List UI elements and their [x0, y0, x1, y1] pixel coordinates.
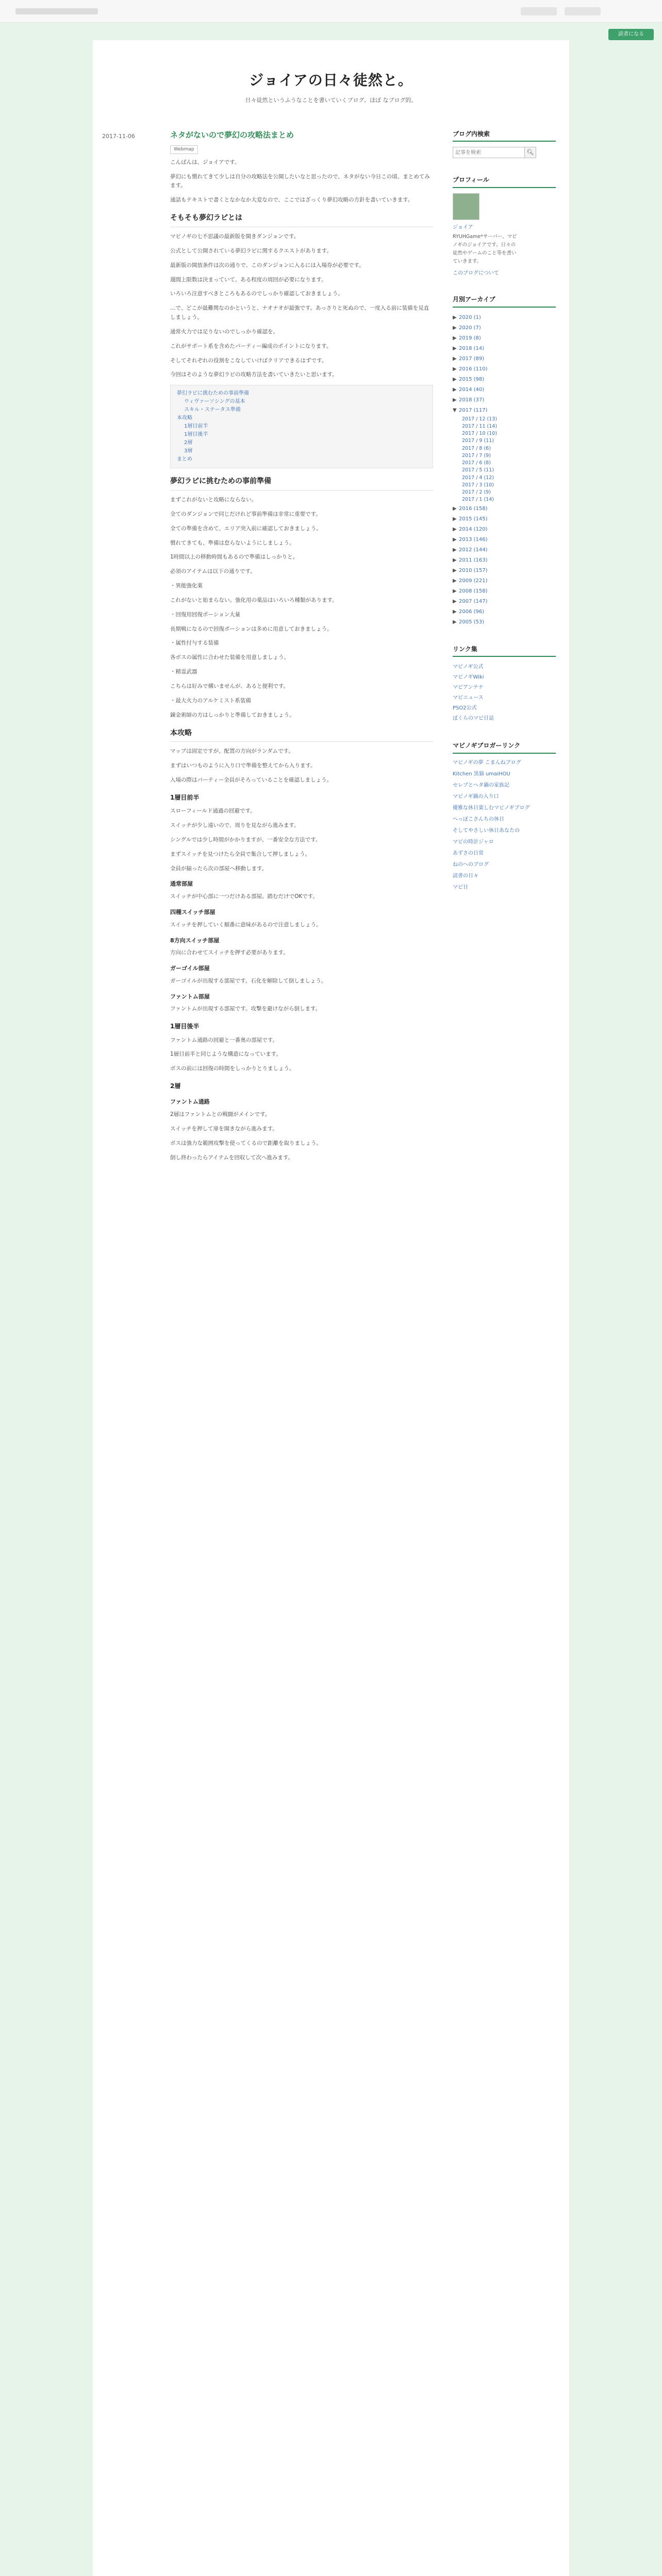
triangle-right-icon[interactable]: ▶ [453, 397, 457, 403]
room-heading: 四種スイッチ部屋 [170, 909, 216, 916]
blogger-link[interactable]: マビノギ鍋の入り口 [453, 793, 499, 800]
entry-body [170, 129, 433, 2576]
archive-month[interactable]: 2017 / 7 (9) [462, 452, 491, 459]
triangle-right-icon[interactable]: ▶ [453, 516, 457, 522]
paragraph: 公式として公開されている夢幻ラピに関するクエストがあります。 [170, 247, 332, 254]
paragraph: 入場の際はパーティー全員がそろっていることを確認しましょう。 [170, 777, 333, 784]
paragraph: 1時間以上の移動時間もあるので準備はしっかりと。 [170, 554, 299, 561]
links-heading: リンク集 [453, 644, 556, 657]
archive-year[interactable] [453, 344, 556, 354]
triangle-right-icon[interactable]: ▶ [453, 526, 457, 532]
paragraph: 方向に合わせてスイッチを押す必要があります。 [170, 950, 289, 956]
site-header [93, 40, 569, 128]
archive-year-label[interactable]: 2017 (89) [459, 355, 485, 362]
archive-month[interactable]: 2017 / 10 (10) [462, 431, 498, 437]
sidebar-link[interactable]: マビニュース [453, 695, 484, 701]
archive-year-label[interactable]: 2014 (40) [459, 386, 485, 393]
archive-year-label[interactable]: 2020 (1) [459, 314, 481, 320]
paragraph: いろいろ注意すべきところもあるのでしっかり確認しておきましょう。 [170, 291, 343, 297]
section-heading: 夢幻ラピに挑むための事前準備 [170, 476, 433, 490]
archive-year-label[interactable]: 2016 (110) [459, 366, 488, 372]
list-line: ・最大火力のアルケミスト系装備 [170, 697, 251, 704]
search-icon[interactable]: 🔍︎ [525, 147, 536, 158]
fav-heading: マビノギブロガーリンク [453, 740, 556, 753]
table-of-contents [170, 385, 433, 468]
toc-link[interactable]: スキル・ステータス準備 [184, 407, 241, 413]
archive-year[interactable] [453, 514, 556, 524]
archive-month[interactable]: 2017 / 1 (14) [462, 497, 494, 503]
top-bar [0, 0, 662, 37]
paragraph: そしてそれぞれの役割をこなしていけばクリアできるはずです。 [170, 357, 327, 364]
archive-year[interactable] [453, 597, 556, 607]
triangle-right-icon[interactable]: ▶ [453, 547, 457, 553]
archive-year-label[interactable]: 2006 (96) [459, 608, 485, 615]
triangle-right-icon[interactable]: ▶ [453, 355, 457, 362]
archive-year-label[interactable]: 2015 (98) [459, 376, 485, 382]
archive-year-label[interactable]: 2007 (147) [459, 598, 488, 604]
toc-link[interactable]: まとめ [177, 456, 192, 463]
paragraph: スイッチが中心部に一つだけある部屋。踏むだけでOKです。 [170, 893, 318, 900]
entry-tag[interactable]: Webmap [170, 145, 198, 154]
site-title[interactable]: ジョイアの日々徒然と。 [249, 72, 413, 89]
about-blog-link[interactable]: このブログについて [453, 270, 499, 277]
archive-month[interactable]: 2017 / 3 (10) [462, 482, 494, 488]
topbar-button-1[interactable] [521, 7, 557, 15]
archive-year-label[interactable]: 2005 (53) [459, 619, 485, 625]
toc-link[interactable]: ウィヴァーソシングの基本 [184, 399, 245, 405]
archive-month[interactable]: 2017 / 4 (12) [462, 474, 494, 481]
paragraph: ファントムが出現する部屋です。攻撃を避けながら倒します。 [170, 1006, 321, 1012]
archive-year[interactable] [453, 545, 556, 555]
toc-link[interactable]: 夢幻ラピに挑むための事前準備 [177, 391, 249, 397]
archive-year[interactable] [453, 364, 556, 375]
archive-year[interactable] [453, 524, 556, 535]
paragraph: ファントム通路の回避と一番奥の部屋です。 [170, 1037, 278, 1043]
triangle-right-icon[interactable]: ▶ [453, 366, 457, 372]
triangle-right-icon[interactable]: ▶ [453, 578, 457, 584]
floor-subheading: ファントム通路 [170, 1098, 210, 1106]
toc-link[interactable]: 本攻略 [177, 415, 192, 421]
paragraph: 週間上限数は決まっていて、ある程度の周回が必要になります。 [170, 276, 327, 283]
archive-year-label[interactable]: 2017 (117) [459, 407, 488, 413]
prep-list [170, 582, 433, 720]
topbar-button-2[interactable] [565, 7, 601, 15]
blogger-link[interactable]: 優雅な休日楽しむマビノギブログ [453, 805, 530, 811]
section-heading: 本攻略 [170, 727, 433, 742]
archive-year[interactable] [453, 405, 556, 416]
list-line: 長期戦になるので回復ポーションは多めに用意しておきましょう。 [170, 625, 333, 632]
blogger-link[interactable]: マビ日 [453, 884, 468, 890]
paragraph: 2層はファントムとの戦闘がメインです。 [170, 1111, 271, 1118]
sidebar [453, 129, 556, 908]
list-line: 各ボスの属性に合わせた装備を用意しましょう。 [170, 654, 289, 661]
paragraph: シングルでは少し時間がかかりますが、一番安全な方法です。 [170, 836, 321, 843]
triangle-right-icon[interactable]: ▶ [453, 335, 457, 341]
archive-month[interactable]: 2017 / 9 (11) [462, 438, 494, 444]
paragraph: 全ての準備を含めて、エリア突入前に確認しておきましょう。 [170, 525, 322, 532]
list-line: ・精霊武器 [170, 669, 197, 675]
paragraph: 通話もテキストで書くとなかなか大変なので、ここではざっくり夢幻攻略の方針を書いていきます。 [170, 197, 413, 204]
archive-year[interactable] [453, 395, 556, 405]
triangle-right-icon[interactable]: ▶ [453, 557, 457, 563]
archive-year[interactable] [453, 333, 556, 344]
triangle-right-icon[interactable]: ▶ [453, 376, 457, 382]
triangle-right-icon[interactable]: ▶ [453, 567, 457, 573]
search-input[interactable] [453, 147, 525, 158]
blogger-link[interactable]: セレプとヘタ鍋の家族記 [453, 782, 509, 788]
blogger-link[interactable]: 読書の日々 [453, 873, 478, 879]
paragraph: 全員が揃ったら次の部屋へ移動します。 [170, 865, 268, 872]
archive-year-label[interactable]: 2018 (37) [459, 397, 485, 403]
room-types-block [170, 879, 433, 1014]
sidebar-link[interactable]: PSO2公式 [453, 705, 477, 711]
list-line: ・異能強化薬 [170, 583, 203, 589]
triangle-right-icon[interactable]: ▶ [453, 608, 457, 615]
list-line: これがないと始まらない。強化用の薬品はいろいろ種類があります。 [170, 597, 338, 603]
blogger-link[interactable]: Kitchen 黒猫 umaiHOU [453, 771, 510, 777]
sidebar-link[interactable]: マビノギWiki [453, 674, 484, 681]
paragraph: ガーゴイルが出現する部屋です。石化を解除して倒しましょう。 [170, 977, 327, 984]
blogger-link[interactable]: マビノギの夢 こまんねブログ [453, 759, 521, 766]
paragraph: マビノギの七不思議の最新版を開きダンジョンです。 [170, 233, 300, 240]
blogger-link[interactable]: そしてやさしい休日あなたの [453, 827, 520, 834]
paragraph: 最新版の開放条件は次の通りで、このダンジョンに入るには入場券が必要です。 [170, 262, 365, 268]
profile-name[interactable]: ジョイア [453, 224, 473, 230]
archive-year-label[interactable]: 2013 (146) [459, 536, 488, 543]
archive-year-label[interactable]: 2016 (158) [459, 505, 488, 512]
sidebar-link[interactable]: ぼくらのマビ日誌 [453, 716, 494, 722]
archive-month[interactable]: 2017 / 2 (9) [462, 489, 491, 496]
archive-year[interactable] [453, 354, 556, 364]
room-heading: 8方向スイッチ部屋 [170, 937, 220, 944]
list-line: ・回復用回復ポーション大量 [170, 611, 241, 618]
paragraph: スイッチを押していく順番に意味があるので注意しましょう。 [170, 921, 322, 928]
blogger-link[interactable]: ヘっぽこさんちの休日 [453, 816, 504, 822]
paragraph: 夢幻にも慣れてきて少しは自分の攻略法を公開したいなと思ったので、ネタがない今日この頃、まとめてみます。 [170, 173, 430, 189]
subscribe-button[interactable]: 読者になる [608, 29, 654, 40]
section1-block [170, 232, 433, 380]
paragraph: …で、どこが最難関なのかというと、ナオナオが最強です。あっさりと死ぬので、一度入る前に装備を見直しましょう。 [170, 305, 429, 321]
archive-year[interactable] [453, 555, 556, 566]
room-heading: ガーゴイル部屋 [170, 965, 210, 972]
archive-month[interactable]: 2017 / 5 (11) [462, 467, 494, 473]
archive-year-label[interactable]: 2019 (8) [459, 335, 481, 341]
archive-year-label[interactable]: 2018 (14) [459, 345, 485, 351]
hatena-logo[interactable] [15, 8, 98, 14]
paragraph: スローフィールド通過の回避です。 [170, 808, 256, 815]
sidebar-link[interactable]: マビアンテナ [453, 685, 484, 691]
sidebar-link[interactable]: マビノギ公式 [453, 664, 484, 670]
triangle-right-icon[interactable]: ▶ [453, 345, 457, 351]
toc-link[interactable]: 1層目前半 [184, 423, 208, 430]
archive-year[interactable] [453, 566, 556, 576]
archive-month[interactable]: 2017 / 11 (14) [462, 423, 498, 429]
section2-block [170, 496, 433, 577]
archive-year-label[interactable]: 2020 (7) [459, 325, 481, 331]
archive-month[interactable]: 2017 / 12 (13) [462, 416, 498, 422]
search-module [453, 129, 556, 158]
triangle-right-icon[interactable]: ▶ [453, 505, 457, 512]
blogger-link[interactable]: あずさの日常 [453, 850, 484, 856]
paragraph: 全てのダンジョンで同じだけれど事前準備は非常に重要です。 [170, 511, 321, 517]
toc-link[interactable]: 1層目後半 [184, 432, 208, 438]
avatar[interactable] [453, 193, 479, 220]
triangle-right-icon[interactable]: ▶ [453, 386, 457, 393]
links-module [453, 644, 556, 724]
archive-year-label[interactable]: 2011 (163) [459, 557, 488, 563]
archive-module [453, 294, 556, 627]
room-heading: 通常部屋 [170, 880, 193, 888]
paragraph: まずこれがないと攻略にならない。 [170, 497, 257, 503]
floor1b-block [170, 1036, 433, 1074]
profile-heading: プロフィール [453, 175, 556, 188]
archive-year[interactable] [453, 323, 556, 333]
site-description: 日々徒然というふうなことを書いていくブログ。ほぼ なブログ的。 [245, 96, 417, 104]
toc-link[interactable]: 3層 [184, 448, 193, 454]
triangle-right-icon[interactable]: ▶ [453, 598, 457, 604]
blogger-link[interactable]: ねのへのブログ [453, 861, 489, 868]
floor-heading: 2層 [170, 1082, 181, 1090]
paragraph: ボスは強力な範囲攻撃を使ってくるので距離を取りましょう。 [170, 1140, 322, 1146]
paragraph: ボスの前には回復の時間をしっかりとりましょう。 [170, 1065, 295, 1072]
triangle-right-icon[interactable]: ▶ [453, 536, 457, 543]
floor1-block [170, 807, 433, 873]
archive-year[interactable] [453, 385, 556, 395]
archive-year[interactable] [453, 617, 556, 628]
triangle-right-icon[interactable]: ▶ [453, 325, 457, 331]
floor2-block [170, 1110, 433, 1162]
paragraph: 今回はそのような夢幻ラピの攻略方法を書いていきたいと思います。 [170, 371, 338, 378]
list-line: こちらは好みで構いませんが、あると便利です。 [170, 683, 289, 690]
paragraph: こんばんは、ジョイアです。 [170, 159, 240, 165]
archive-month[interactable]: 2017 / 8 (6) [462, 445, 491, 451]
archive-year[interactable] [453, 504, 556, 514]
fav-module [453, 740, 556, 891]
paragraph: 慣れてきても、準備は怠らないようにしましょう。 [170, 539, 295, 546]
archive-year[interactable] [453, 586, 556, 597]
entry-date[interactable]: 2017-11-06 [102, 133, 135, 140]
archive-year[interactable] [453, 576, 556, 586]
triangle-right-icon[interactable]: ▶ [453, 314, 457, 320]
triangle-right-icon[interactable]: ▶ [453, 619, 457, 625]
archive-month[interactable]: 2017 / 6 (8) [462, 460, 491, 466]
search-heading: ブログ内検索 [453, 129, 556, 142]
list-line: ・属性付与する装備 [170, 640, 219, 647]
page-container [93, 40, 569, 2576]
paragraph: これがサポート系を含めたパーティー編成のポイントになります。 [170, 343, 332, 349]
paragraph: マップは固定ですが、配置の方向がランダムです。 [170, 748, 294, 755]
archive-year[interactable] [453, 535, 556, 545]
archive-heading: 月別アーカイブ [453, 294, 556, 307]
archive-year-label[interactable]: 2010 (157) [459, 567, 488, 573]
toc-link[interactable]: 2層 [184, 440, 193, 446]
paragraph: 倒し終わったらアイテムを回収して次へ進みます。 [170, 1154, 294, 1161]
archive-year[interactable] [453, 375, 556, 385]
paragraph: まずスイッチを見つけたら全員で集合して押しましょう。 [170, 851, 311, 857]
entry-title[interactable]: ネタがないので夢幻の攻略法まとめ [170, 130, 294, 140]
archive-year[interactable] [453, 313, 556, 323]
archive-year-label[interactable]: 2015 (145) [459, 516, 488, 522]
paragraph: スイッチを押して扉を開きながら進みます。 [170, 1125, 278, 1132]
archive-year-label[interactable]: 2012 (144) [459, 547, 488, 553]
triangle-down-icon[interactable]: ▼ [453, 407, 457, 413]
floor-heading: 1層目後半 [170, 1023, 200, 1030]
intro-block [170, 158, 433, 205]
room-heading: ファントム部屋 [170, 993, 210, 1000]
paragraph: スイッチが少し遠いので、周りを見ながら進みます。 [170, 822, 300, 829]
archive-year[interactable] [453, 607, 556, 617]
archive-year-label[interactable]: 2009 (221) [459, 578, 488, 584]
profile-bio: RYUHGame*サーバー、マビノギのジョイアです。日々の徒然やゲームのこと等を書いていきます。 [453, 233, 517, 265]
floor-heading: 1層目前半 [170, 793, 200, 801]
paragraph: 通常火力では足りないのでしっかり確認を。 [170, 328, 278, 335]
profile-module [453, 175, 556, 278]
paragraph: 1層目前半と同じような構造になっています。 [170, 1051, 282, 1058]
triangle-right-icon[interactable]: ▶ [453, 588, 457, 594]
section3-intro [170, 747, 433, 785]
archive-year-label[interactable]: 2008 (158) [459, 588, 488, 594]
blogger-link[interactable]: マビの時計ジャロ [453, 839, 494, 845]
paragraph: 必須のアイテムは以下の通りです。 [170, 568, 256, 575]
archive-year-label[interactable]: 2014 (120) [459, 526, 488, 532]
list-line: 錬金術師の方はしっかりと準備しておきましょう。 [170, 711, 295, 718]
section-heading: そもそも夢幻ラピとは [170, 212, 433, 227]
paragraph: まずはいつものように入り口で準備を整えてから入ります。 [170, 762, 316, 769]
